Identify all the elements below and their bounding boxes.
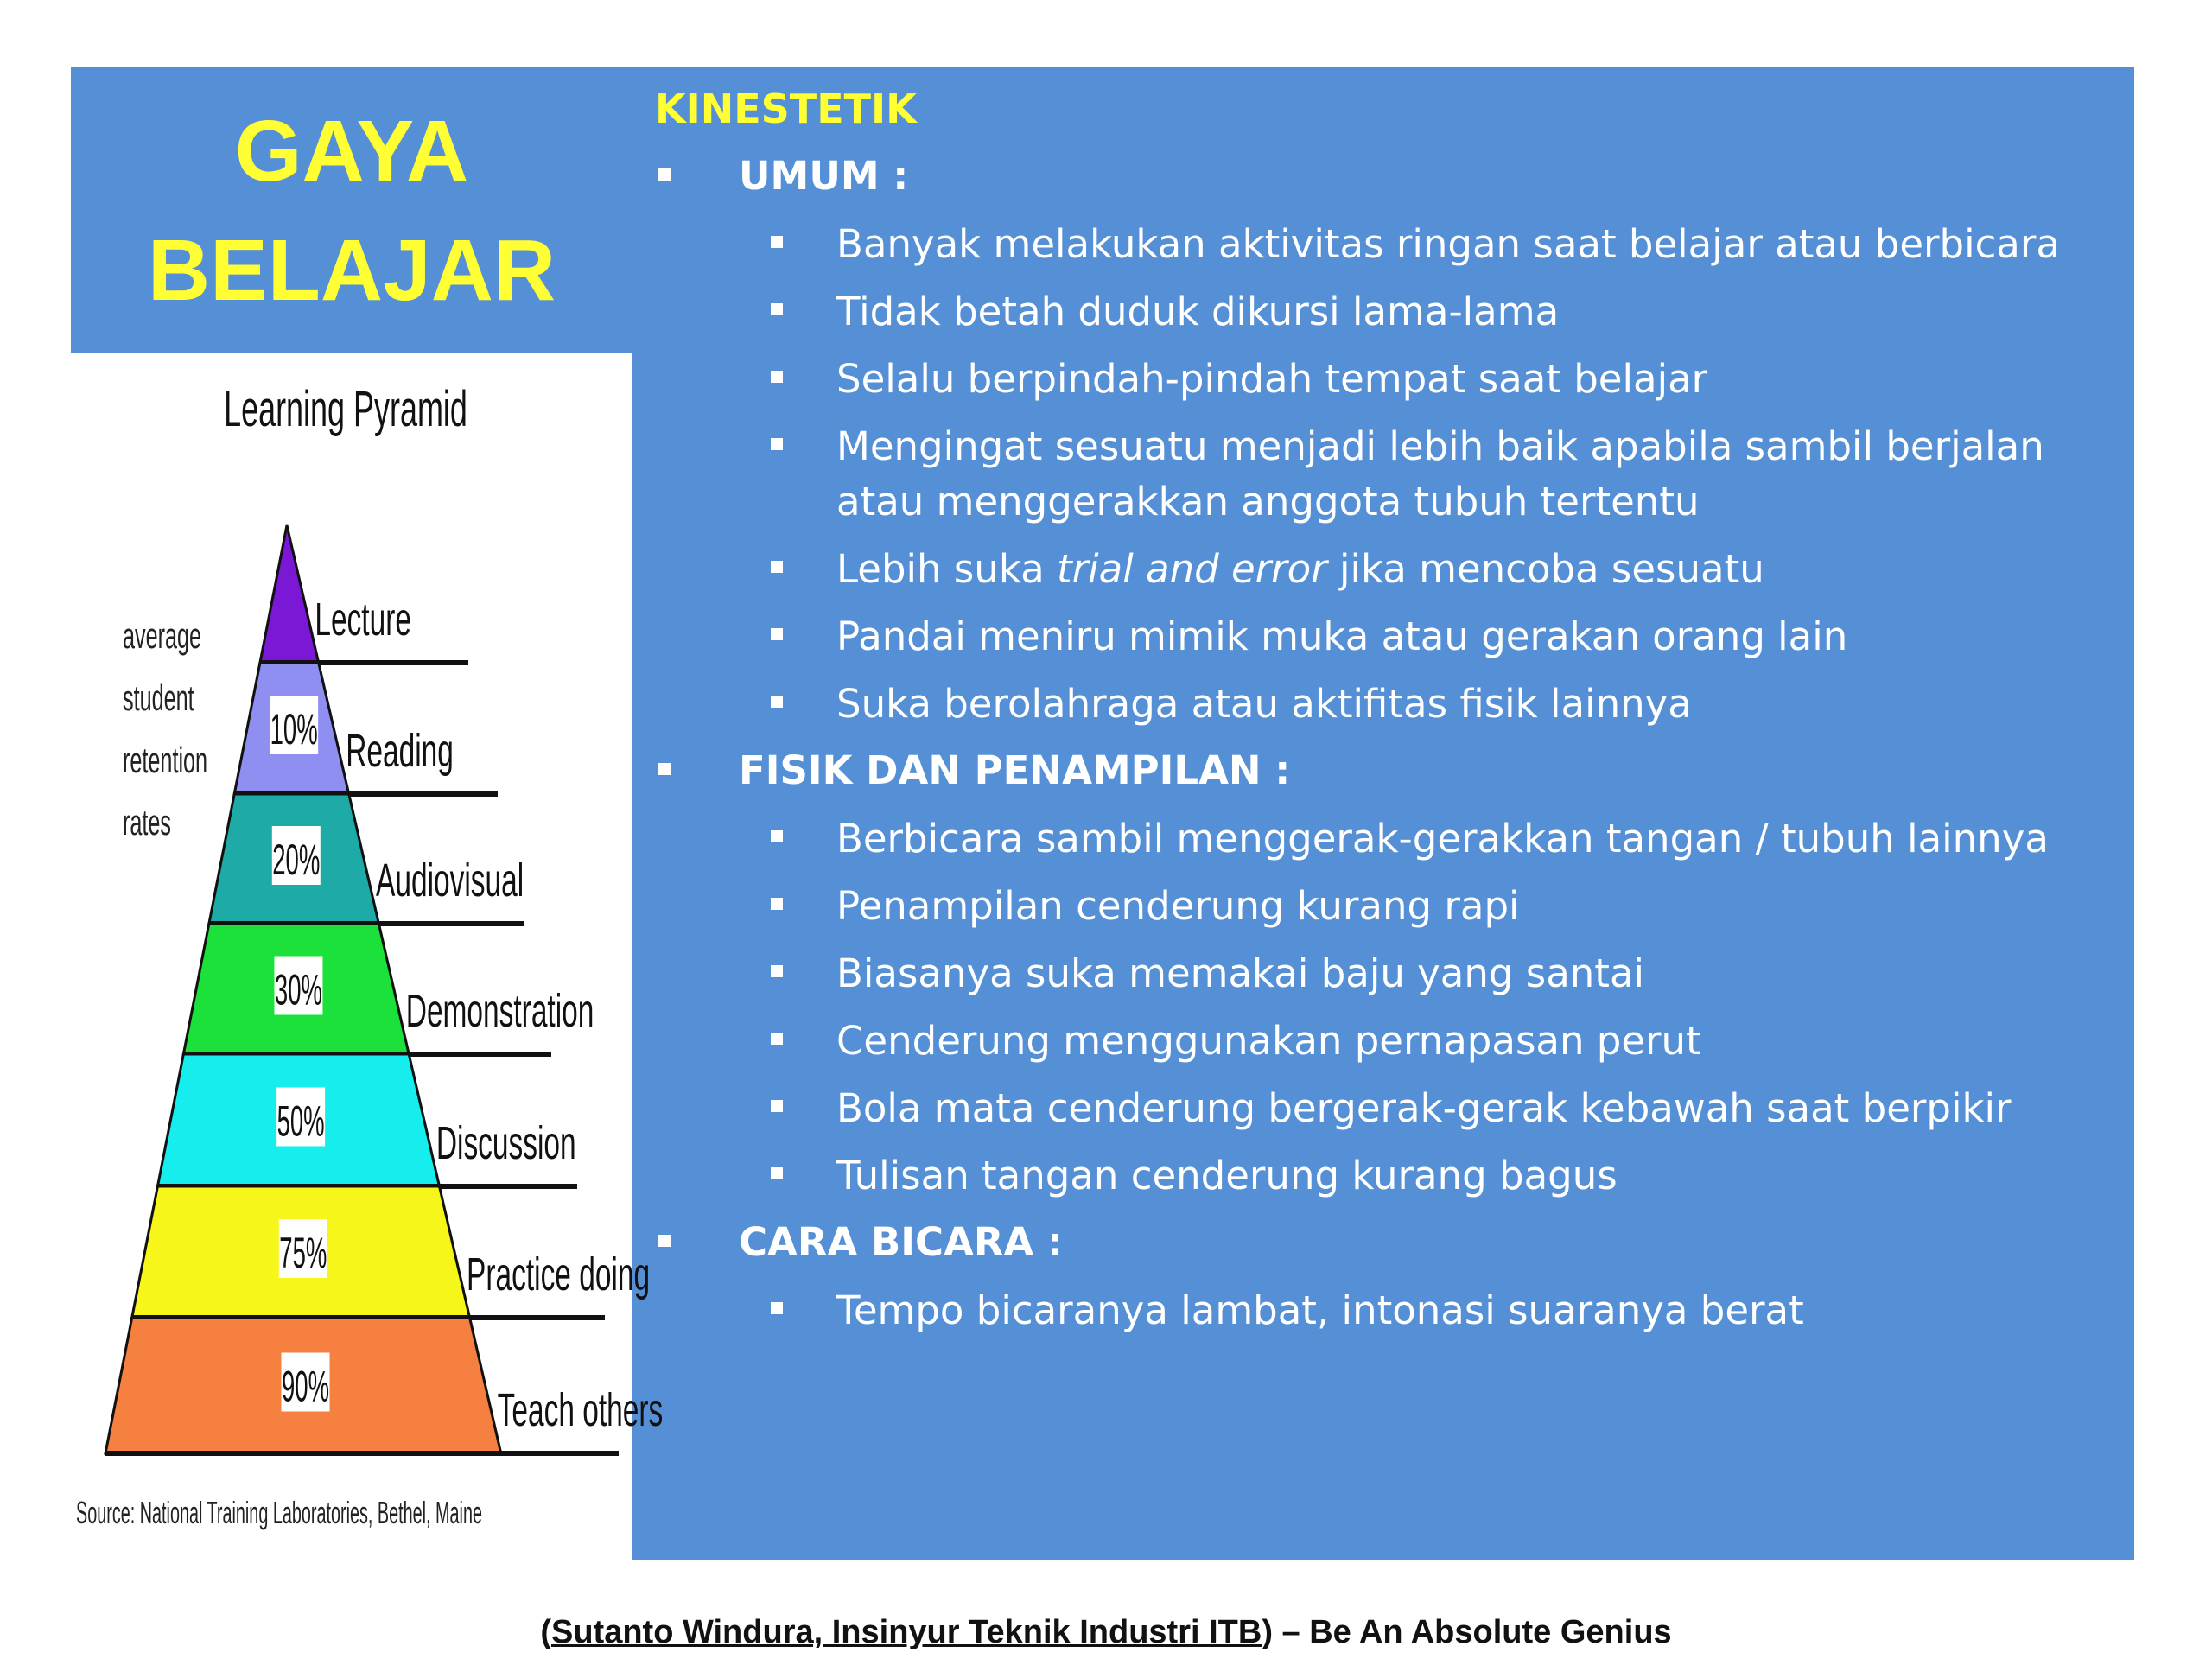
list-item	[655, 1014, 2115, 1069]
title-line-2: BELAJAR	[147, 221, 556, 319]
square-bullet-icon	[771, 898, 783, 910]
pyramid-level-label: Reading	[346, 723, 454, 778]
list-item-text: Mengingat sesuatu menjadi lebih baik apabila sambil berjalan atau menggerakkan anggota tubuh tertentu	[836, 423, 2044, 524]
square-bullet-icon	[771, 303, 783, 315]
list-item	[655, 677, 2115, 732]
category-label: FISIK DAN PENAMPILAN :	[739, 747, 1291, 793]
list-item	[655, 1283, 2115, 1338]
list-item	[655, 1148, 2115, 1204]
list-item	[655, 811, 2115, 867]
list-item-text: Biasanya suka memakai baju yang santai	[836, 950, 1645, 996]
side-label-line: rates	[123, 802, 172, 842]
square-bullet-icon	[771, 696, 783, 708]
percent-label: 30%	[274, 964, 322, 1014]
footer-author: Sutanto Windura, Insinyur Teknik Industri ITB	[550, 1614, 1262, 1650]
pyramid-level-1	[260, 525, 319, 663]
list-item	[655, 419, 2115, 530]
category-heading	[655, 1216, 2115, 1269]
list-item-text: Suka berolahraga atau aktifitas fisik lainnya	[836, 681, 1692, 727]
footer-credit	[0, 1614, 2212, 1651]
percent-label: 75%	[279, 1228, 327, 1278]
pyramid-level-label: Audiovisual	[376, 853, 524, 907]
square-bullet-icon	[771, 1167, 783, 1179]
list-item	[655, 352, 2115, 407]
pyramid-title: Learning Pyramid	[224, 381, 467, 437]
category-label: CARA BICARA :	[739, 1219, 1064, 1265]
square-bullet-icon	[658, 1235, 671, 1247]
square-bullet-icon	[771, 371, 783, 383]
list-item-text: Penampilan cenderung kurang rapi	[836, 883, 1520, 929]
list-item	[655, 879, 2115, 934]
list-item-text: Pandai meniru mimik muka atau gerakan orang lain	[836, 613, 1848, 659]
square-bullet-icon	[658, 763, 671, 775]
percent-label: 50%	[276, 1096, 325, 1146]
list-item-text: Tempo bicaranya lambat, intonasi suaranya berat	[836, 1287, 1804, 1333]
category-label: UMUM :	[739, 153, 909, 199]
list-item	[655, 609, 2115, 664]
list-item	[655, 1081, 2115, 1136]
side-label-line: student	[123, 677, 194, 718]
square-bullet-icon	[771, 1100, 783, 1112]
percent-label: 20%	[272, 835, 321, 885]
square-bullet-icon	[658, 168, 671, 181]
pyramid-level-label: Lecture	[315, 592, 411, 646]
pyramid-source-note: Source: National Training Laboratories, Bethel, Maine	[76, 1495, 482, 1530]
side-label-line: average	[123, 615, 202, 656]
square-bullet-icon	[771, 561, 783, 573]
section-heading: KINESTETIK	[655, 86, 917, 132]
slide-title	[71, 67, 632, 353]
footer-book: ) – Be An Absolute Genius	[1262, 1614, 1672, 1650]
square-bullet-icon	[771, 965, 783, 977]
list-item	[655, 946, 2115, 1001]
square-bullet-icon	[771, 236, 783, 248]
list-item-text: Tulisan tangan cenderung kurang bagus	[836, 1153, 1618, 1198]
pyramid-level-label: Demonstration	[405, 983, 594, 1038]
list-item-emphasis: trial and error	[1056, 546, 1327, 592]
list-item-text: Berbicara sambil menggerak-gerakkan tangan / tubuh lainnya	[836, 816, 2049, 861]
list-item	[655, 542, 2115, 597]
kinestetik-content	[655, 82, 2115, 1351]
list-item-text: Cenderung menggunakan pernapasan perut	[836, 1018, 1701, 1064]
category-heading	[655, 149, 2115, 203]
square-bullet-icon	[771, 1033, 783, 1045]
percent-label: 90%	[282, 1361, 330, 1411]
category-heading	[655, 744, 2115, 798]
list-item-text: Bola mata cenderung bergerak-gerak kebawah saat berpikir	[836, 1085, 2012, 1131]
square-bullet-icon	[771, 830, 783, 842]
footer-open: (	[540, 1614, 551, 1650]
percent-label: 10%	[270, 704, 318, 754]
pyramid-level-label: Discussion	[435, 1116, 576, 1170]
list-item	[655, 217, 2115, 272]
list-item-text: Lebih suka	[836, 546, 1057, 592]
pyramid-level-label: Practice doing	[467, 1247, 651, 1301]
square-bullet-icon	[771, 438, 783, 450]
square-bullet-icon	[771, 1302, 783, 1314]
square-bullet-icon	[771, 628, 783, 640]
list-item	[655, 284, 2115, 340]
side-label-line: retention	[123, 740, 208, 780]
title-line-1: GAYA	[234, 102, 469, 200]
list-item-text: Tidak betah duduk dikursi lama-lama	[836, 289, 1560, 334]
pyramid-level-label: Teach others	[497, 1382, 664, 1437]
list-item-text: Selalu berpindah-pindah tempat saat belajar	[836, 356, 1708, 402]
list-item-text: Banyak melakukan aktivitas ringan saat belajar atau berbicara	[836, 221, 2060, 267]
learning-pyramid-diagram	[86, 510, 664, 1478]
list-item-text: jika mencoba sesuatu	[1326, 546, 1764, 592]
